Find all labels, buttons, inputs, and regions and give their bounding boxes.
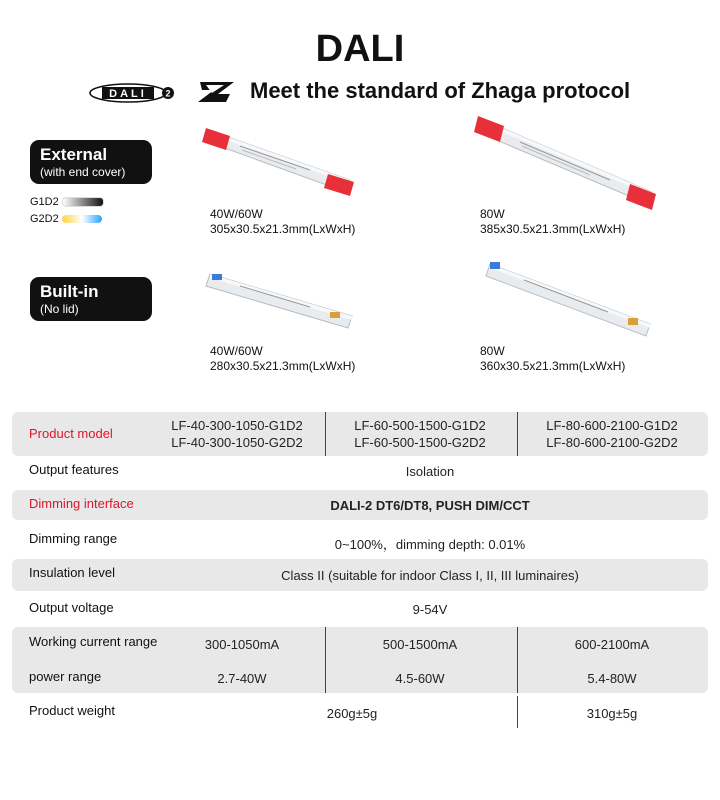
output-voltage-value: 9-54V [412, 602, 448, 617]
table-row-dimming-interface [12, 490, 708, 520]
weight-value-80: 310g±5g [586, 706, 638, 721]
row-label: Dimming range [29, 531, 118, 546]
row-label: Product weight [29, 703, 115, 718]
row-label: Working current range [29, 634, 158, 649]
product-size: 360x30.5x21.3mm(LxWxH) [480, 359, 626, 373]
model-name: LF-60-500-1500-G2D2 [354, 435, 486, 450]
external-badge-sub: (with end cover) [40, 165, 126, 179]
column-divider [325, 627, 326, 693]
power-value-60: 4.5-60W [395, 671, 445, 686]
table-row-product-weight [12, 696, 708, 728]
current-value-80: 600-2100mA [574, 637, 650, 652]
insulation-level-value: Class II (suitable for indoor Class I, II, III luminaires) [281, 568, 579, 583]
weight-value-40-60: 260g±5g [326, 706, 378, 721]
product-size: 280x30.5x21.3mm(LxWxH) [210, 359, 356, 373]
power-value-80: 5.4-80W [587, 671, 637, 686]
row-label: Product model [29, 426, 113, 441]
table-row-current-power [12, 627, 708, 693]
column-divider [517, 412, 518, 456]
builtin-badge-sub: (No lid) [40, 302, 79, 316]
column-divider [325, 412, 326, 456]
dali-logo-text: DALI [109, 88, 147, 100]
product-power: 40W/60W [210, 207, 263, 221]
row-label: power range [29, 669, 102, 684]
column-divider [517, 627, 518, 693]
model-cell-80 [518, 417, 706, 451]
subtitle: Meet the standard of Zhaga protocol [250, 78, 631, 103]
legend-label: G1D2 [30, 196, 59, 209]
product-power: 80W [480, 207, 505, 221]
page-title: DALI [315, 28, 405, 70]
model-name: LF-60-500-1500-G1D2 [354, 418, 486, 433]
output-features-value: Isolation [405, 464, 455, 479]
product-size: 385x30.5x21.3mm(LxWxH) [480, 222, 626, 236]
row-label: Insulation level [29, 565, 115, 580]
dimming-interface-value: DALI-2 DT6/DT8, PUSH DIM/CCT [330, 498, 530, 513]
model-name: LF-80-600-2100-G2D2 [546, 435, 678, 450]
current-value-60: 500-1500mA [382, 637, 458, 652]
table-row-product-model [12, 412, 708, 456]
current-value-40: 300-1050mA [204, 637, 280, 652]
model-cell-60 [324, 417, 516, 451]
dali-logo-mark: 2 [165, 88, 171, 99]
product-size: 305x30.5x21.3mm(LxWxH) [210, 222, 356, 236]
builtin-badge-title: Built-in [40, 282, 99, 301]
model-cell-40 [152, 417, 322, 451]
table-row-output-features [12, 456, 708, 488]
product-power: 80W [480, 344, 505, 358]
row-label: Dimming interface [29, 496, 134, 511]
model-name: LF-80-600-2100-G1D2 [546, 418, 678, 433]
row-label: Output voltage [29, 600, 114, 615]
model-name: LF-40-300-1050-G1D2 [171, 418, 303, 433]
product-power: 40W/60W [210, 344, 263, 358]
legend-label: G2D2 [30, 213, 59, 226]
column-divider [517, 696, 518, 728]
model-name: LF-40-300-1050-G2D2 [171, 435, 303, 450]
external-badge-title: External [40, 145, 108, 164]
table-row-insulation-level [12, 559, 708, 591]
row-label: Output features [29, 462, 119, 477]
table-row-output-voltage [12, 594, 708, 626]
table-row-dimming-range [12, 524, 708, 556]
power-value-40: 2.7-40W [217, 671, 267, 686]
dimming-range-value: 0~100%，dimming depth: 0.01% [334, 537, 526, 552]
